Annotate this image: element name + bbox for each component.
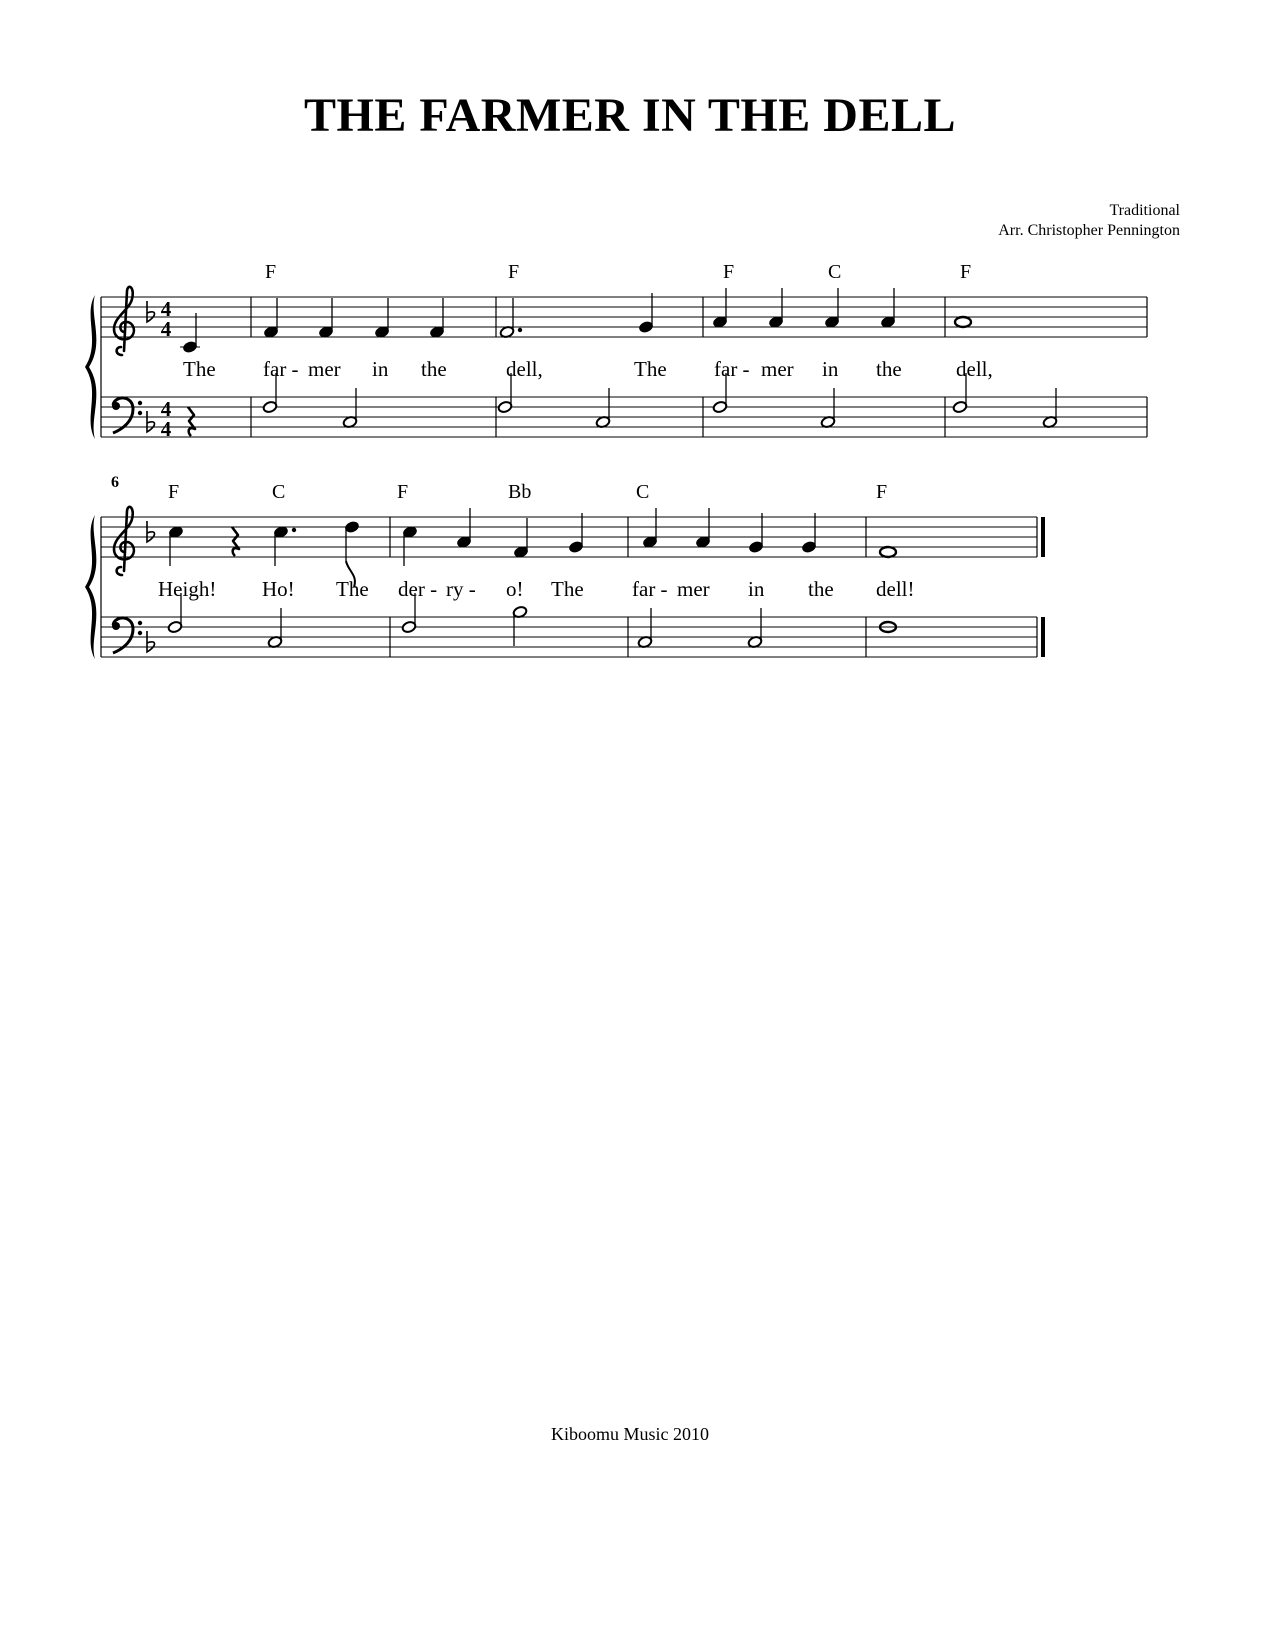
bass-clef-dot (138, 411, 142, 415)
final-barline (1041, 617, 1045, 657)
lyric-syllable: mer (677, 577, 710, 601)
chord-symbol: F (265, 261, 277, 283)
chord-symbol: F (168, 481, 180, 503)
whole-note (955, 317, 971, 327)
time-signature-top: 4 (160, 297, 172, 321)
chord-symbol: F (876, 481, 888, 503)
lyric-syllable: dell! (876, 577, 915, 601)
lyric-syllable: the (808, 577, 834, 601)
chord-symbol: F (397, 481, 409, 503)
time-signature-bottom: 4 (160, 417, 172, 441)
lyric-syllable: mer (308, 357, 341, 381)
flat-icon (147, 521, 155, 542)
lyric-syllable: The (551, 577, 584, 601)
bass-clef-dot (112, 402, 120, 410)
bass-clef-dot (138, 401, 142, 405)
chord-symbol: F (960, 261, 972, 283)
chord-symbol: F (723, 261, 735, 283)
system-1 (85, 261, 1147, 441)
lyric-syllable: Heigh! (158, 577, 217, 601)
lyric-syllable: in (822, 357, 839, 381)
lyric-syllable: The (183, 357, 216, 381)
quarter-rest-icon (232, 527, 239, 556)
time-signature-top: 4 (160, 397, 172, 421)
chord-symbol: Bb (508, 481, 532, 503)
quarter-rest-icon (188, 407, 195, 436)
lyric-syllable: the (876, 357, 902, 381)
lyric-syllable: far - (714, 357, 750, 381)
lyric-syllable: in (372, 357, 389, 381)
page-footer: Kiboomu Music 2010 (550, 1424, 709, 1444)
chord-symbol: F (508, 261, 520, 283)
arranger-credit: Arr. Christopher Pennington (998, 222, 1180, 239)
bass-clef-dot (138, 631, 142, 635)
final-barline (1041, 517, 1045, 557)
brace-icon (85, 515, 96, 659)
flat-icon (147, 631, 155, 652)
measure-number: 6 (111, 474, 119, 491)
system-2 (85, 474, 1045, 659)
chord-symbol: C (636, 481, 650, 503)
lyric-syllable: ry - (446, 577, 476, 601)
page-title: THE FARMER IN THE DELL (304, 89, 956, 142)
augmentation-dot (518, 328, 522, 332)
lyric-syllable: der - (398, 577, 438, 601)
flat-icon (147, 301, 155, 322)
lyric-syllable: o! (506, 577, 524, 601)
bass-clef-dot (138, 621, 142, 625)
lyric-syllable: the (421, 357, 447, 381)
augmentation-dot (292, 528, 296, 532)
chord-symbol: C (828, 261, 842, 283)
time-signature-bottom: 4 (160, 317, 172, 341)
lyric-syllable: in (748, 577, 765, 601)
composer-credit: Traditional (1109, 202, 1180, 219)
brace-icon (85, 295, 96, 439)
lyric-syllable: Ho! (262, 577, 295, 601)
lyric-syllable: The (336, 577, 369, 601)
lyric-syllable: far - (632, 577, 668, 601)
whole-note (880, 547, 896, 557)
bass-clef-dot (112, 622, 120, 630)
lyric-syllable: The (634, 357, 667, 381)
lyric-syllable: dell, (956, 357, 993, 381)
lyric-syllable: far - (263, 357, 299, 381)
flat-icon (147, 411, 155, 432)
chord-symbol: C (272, 481, 286, 503)
lyric-syllable: dell, (506, 357, 543, 381)
lyric-syllable: mer (761, 357, 794, 381)
